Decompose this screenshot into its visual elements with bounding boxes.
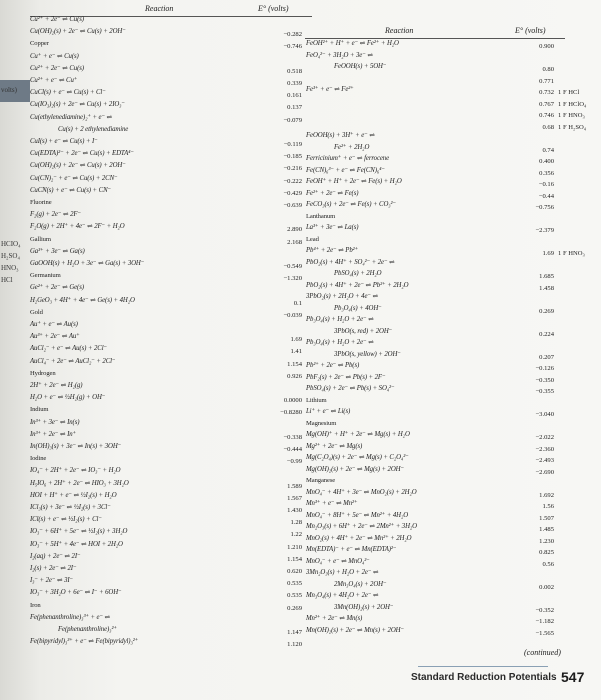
reaction-text: Cu²⁺ + 2e⁻ ⇌ Cu(s) — [30, 64, 84, 72]
reaction-text: Mn³⁺ + e⁻ ⇌ Mn²⁺ — [306, 500, 358, 507]
potential-value: −0.8280 — [280, 409, 302, 417]
potential-value: −2.022 — [535, 434, 554, 441]
reaction-text: Fe²⁺ + 2e⁻ ⇌ Fe(s) — [306, 189, 359, 197]
potential-value: −2.493 — [535, 457, 554, 464]
right-header-reaction: Reaction — [385, 26, 414, 35]
left-header-potential: E° (volts) — [258, 4, 289, 13]
element-heading: Lead — [306, 235, 319, 243]
potential-value: 0.400 — [539, 158, 554, 165]
reaction-text: Fe(bipyridyl)₃³⁺ + e⁻ ⇌ Fe(bipyridyl)₃²⁺ — [30, 638, 139, 646]
reaction-text: La³⁺ + 3e⁻ ⇌ La(s) — [306, 224, 359, 231]
potential-value: 0.926 — [287, 372, 302, 380]
element-heading: Fluorine — [30, 199, 52, 206]
reaction-text: IO₃⁻ + 3H₂O + 6e⁻ ⇌ I⁻ + 6OH⁻ — [30, 589, 122, 597]
potential-value: 1.22 — [290, 531, 302, 539]
potential-value: −0.16 — [538, 181, 554, 188]
reaction-text: H₂O + e⁻ ⇌ ½H₂(g) + OH⁻ — [30, 394, 106, 402]
reaction-text: In³⁺ + 2e⁻ ⇌ In⁺ — [30, 430, 77, 438]
element-heading: Magnesium — [306, 419, 337, 427]
reaction-text: Mg²⁺ + 2e⁻ ⇌ Mg(s) — [306, 442, 363, 450]
reaction-text: HOI + H⁺ + e⁻ ⇌ ½I₂(s) + H₂O — [30, 491, 117, 499]
reaction-text: Mg(C₂O₄)(s) + 2e⁻ ⇌ Mg(s) + C₂O₄²⁻ — [306, 454, 409, 461]
reaction-text: MnO₄⁻ + 4H⁺ + 3e⁻ ⇌ MnO₂(s) + 2H₂O — [306, 488, 417, 496]
reaction-text: Cu²⁺ + 2e⁻ ⇌ Cu(s) — [30, 16, 84, 23]
potential-value: 1.154 — [287, 555, 302, 563]
reaction-text: Mn(OH)₂(s) + 2e⁻ ⇌ Mn(s) + 2OH⁻ — [306, 626, 404, 634]
potential-value: −0.44 — [538, 192, 554, 200]
footer-rule — [418, 666, 548, 667]
reaction-text: PbO₂(s) + 4H⁺ + 2e⁻ ⇌ Pb²⁺ + 2H₂O — [306, 281, 409, 289]
reaction-text: In(OH)₃(s) + 3e⁻ ⇌ In(s) + 3OH⁻ — [30, 443, 122, 450]
reaction-text: Ga³⁺ + 3e⁻ ⇌ Ga(s) — [30, 247, 85, 255]
reaction-text: F₂(g) + 2e⁻ ⇌ 2F⁻ — [30, 211, 81, 219]
potential-value: 0.161 — [287, 92, 302, 100]
reaction-text: Cu(EDTA)²⁻ + 2e⁻ ⇌ Cu(s) + EDTA⁴⁻ — [30, 150, 134, 158]
page-number: 547 — [561, 669, 585, 685]
reaction-text: Cu(s) + 2 ethylenediamine — [58, 125, 129, 133]
potential-value: 1.485 — [539, 526, 554, 533]
left-edge-text: HNO₃ — [1, 264, 19, 272]
element-heading: Iron — [30, 601, 41, 609]
potential-value: −2.360 — [535, 445, 554, 453]
left-edge-text: HCIO₄ — [1, 240, 21, 248]
right-header-potential: E° (volts) — [515, 26, 546, 35]
potential-value: 0.269 — [539, 307, 554, 315]
potential-value: 0.771 — [539, 77, 554, 85]
potential-value: 0.535 — [287, 592, 302, 600]
reaction-text: Pb²⁺ + 2e⁻ ⇌ Pb(s) — [306, 362, 360, 369]
left-edge-text: H₂SO₄ — [1, 252, 20, 260]
element-heading: Lithium — [306, 396, 327, 404]
potential-value: 1.41 — [290, 348, 302, 356]
reaction-text: 3PbO₂(s) + 2H₂O + 4e⁻ ⇌ — [306, 293, 379, 300]
potential-value: 0.269 — [287, 604, 302, 612]
left-edge-text: HCl — [1, 276, 13, 284]
reaction-text: 3Mn(OH)₂(s) + 2OH⁻ — [334, 603, 394, 611]
reaction-text: MnO₄⁻ + 8H⁺ + 5e⁻ ⇌ Mn²⁺ + 4H₂O — [306, 511, 409, 519]
reaction-text: FeOOH(s) + 3H⁺ + e⁻ ⇌ — [306, 132, 375, 139]
reaction-text: Mn₃O₄(s) + 4H₂O + 2e⁻ ⇌ — [306, 592, 379, 599]
reaction-text: Pb₃O₄(s) + H₂O + 2e⁻ ⇌ — [306, 316, 374, 323]
potential-value: −0.549 — [283, 263, 302, 270]
reaction-text: I₂(s) + 2e⁻ ⇌ 2I⁻ — [30, 565, 77, 572]
reaction-text: Cu(IO₃)₂(s) + 2e⁻ ⇌ Cu(s) + 2IO₃⁻ — [30, 101, 125, 109]
potential-value: −0.639 — [283, 202, 302, 209]
reaction-text: 3PbO(s, red) + 2OH⁻ — [334, 327, 393, 335]
reaction-text: AuCl₂⁻ + e⁻ ⇌ Au(s) + 2Cl⁻ — [30, 345, 107, 353]
potential-value: 0.518 — [287, 67, 302, 75]
potential-value: 0.207 — [539, 353, 554, 361]
reaction-text: FeOOH(s) + 5OH⁻ — [334, 63, 387, 70]
potential-value: 1.69 — [290, 336, 302, 344]
potential-value: 1.147 — [287, 629, 302, 636]
reaction-text: Pb₃O₄(s) + 4OH⁻ — [334, 304, 382, 312]
potential-value: 0.746 — [539, 112, 554, 119]
potential-value: −0.355 — [535, 388, 554, 395]
reaction-text: Cu(ethylenediamine)₂⁺ + e⁻ ⇌ — [30, 113, 113, 121]
reaction-text: Cu⁺ + e⁻ ⇌ Cu(s) — [30, 52, 79, 60]
potential-value: 0.339 — [287, 80, 302, 87]
reaction-text: AuCl₄⁻ + 2e⁻ ⇌ AuCl₂⁻ + 2Cl⁻ — [30, 357, 116, 365]
medium-note: 1 F HNO₃ — [558, 112, 585, 119]
element-heading: Copper — [30, 40, 49, 48]
potential-value: 1.210 — [287, 543, 302, 551]
potential-value: 1.567 — [287, 494, 302, 502]
reaction-text: Au³⁺ + 2e⁻ ⇌ Au⁺ — [30, 333, 80, 341]
reaction-text: MnO₂(s) + 4H⁺ + 2e⁻ ⇌ Mn²⁺ + 2H₂O — [306, 534, 412, 542]
potential-value: 0.356 — [539, 169, 554, 177]
potential-value: −0.185 — [283, 153, 302, 161]
potential-value: 1.692 — [539, 491, 554, 499]
potential-value: 2.890 — [287, 226, 302, 234]
potential-value: −0.216 — [283, 165, 302, 173]
reaction-text: Cu(OH)₂(s) + 2e⁻ ⇌ Cu(s) + 2OH⁻ — [30, 28, 126, 36]
left-edge-text: volts) — [1, 86, 17, 94]
element-heading: Iodine — [30, 455, 47, 463]
potential-value: 1.230 — [539, 537, 554, 545]
medium-note: 1 F HCl — [558, 89, 580, 96]
reaction-text: Mn(EDTA)⁻ + e⁻ ⇌ Mn(EDTA)²⁻ — [306, 546, 397, 553]
reaction-text: ICl₃(s) + 3e⁻ ⇌ ½I₂(s) + 3Cl⁻ — [30, 504, 111, 511]
potential-value: 1.685 — [539, 273, 554, 280]
reaction-text: I₂(aq) + 2e⁻ ⇌ 2I⁻ — [30, 552, 81, 560]
potential-value: 1.430 — [287, 507, 302, 514]
element-heading: Lanthanum — [306, 212, 336, 220]
reaction-text: Mn²⁺ + 2e⁻ ⇌ Mn(s) — [306, 615, 363, 622]
reaction-text: Fe(phenanthroline)₃³⁺ + e⁻ ⇌ — [30, 613, 111, 621]
potential-value: −0.429 — [283, 189, 302, 197]
medium-note: 1 F H₂SO₄ — [558, 123, 587, 131]
potential-value: 0.137 — [287, 104, 302, 112]
potential-value: 0.535 — [287, 580, 302, 588]
potential-value: 0.900 — [539, 43, 554, 50]
potential-value: −0.99 — [286, 458, 302, 466]
reaction-text: H₂GeO₃ + 4H⁺ + 4e⁻ ⇌ Ge(s) + 4H₂O — [30, 296, 135, 304]
reaction-text: ICl(s) + e⁻ ⇌ ½I₂(s) + Cl⁻ — [30, 516, 102, 524]
potential-value: 1.154 — [287, 360, 302, 368]
reaction-text: Fe²⁺ + 2H₂O — [334, 143, 370, 151]
reaction-text: MnO₄⁻ + e⁻ ⇌ MnO₄²⁻ — [306, 557, 370, 565]
reaction-text: I₃⁻ + 2e⁻ ⇌ 3I⁻ — [30, 577, 74, 585]
potential-value: −2.690 — [535, 468, 554, 476]
potential-value: −2.379 — [535, 227, 554, 234]
reaction-text: PbO₂(s) + 4H⁺ + SO₄²⁻ + 2e⁻ ⇌ — [306, 258, 395, 266]
potential-value: −0.222 — [283, 177, 302, 185]
reaction-text: Mg(OH)₂(s) + 2e⁻ ⇌ Mg(s) + 2OH⁻ — [306, 465, 404, 473]
reaction-text: Mg(OH)⁺ + H⁺ + 2e⁻ ⇌ Mg(s) + H₂O — [306, 431, 410, 438]
potential-value: 1.589 — [287, 482, 302, 490]
potential-value: 0.002 — [539, 583, 554, 591]
reaction-text: Li⁺ + e⁻ ⇌ Li(s) — [306, 408, 351, 415]
potential-value: 0.56 — [542, 560, 554, 568]
reaction-text: FeOH²⁺ + H⁺ + e⁻ ⇌ Fe²⁺ + H₂O — [306, 40, 399, 47]
potential-value: 0.767 — [539, 100, 554, 108]
reaction-text: Cu(CN)₂⁻ + e⁻ ⇌ Cu(s) + 2CN⁻ — [30, 174, 118, 182]
reaction-text: PbSO₄(s) + 2H₂O — [334, 270, 382, 277]
reaction-text: H₅IO₆ + 2H⁺ + 2e⁻ ⇌ HIO₃ + 3H₂O — [30, 479, 129, 487]
reaction-text: Pb₃O₄(s) + H₂O + 2e⁻ ⇌ — [306, 339, 374, 346]
potential-value: 0.224 — [539, 330, 554, 338]
potential-value: −0.444 — [283, 446, 302, 453]
footer-title: Standard Reduction Potentials — [411, 672, 557, 683]
reaction-text: 2H⁺ + 2e⁻ ⇌ H₂(g) — [30, 382, 83, 389]
reaction-text: FeCO₃(s) + 2e⁻ ⇌ Fe(s) + CO₃²⁻ — [306, 201, 396, 208]
reaction-text: Ferricinium⁺ + e⁻ ⇌ ferrocene — [306, 155, 390, 162]
potential-value: 0.1 — [293, 299, 302, 307]
potential-value: 1.28 — [290, 519, 302, 527]
potential-value: 0.68 — [542, 123, 554, 131]
potential-value: −0.338 — [283, 433, 302, 441]
potential-value: 0.825 — [539, 549, 554, 556]
element-heading: Manganese — [306, 477, 336, 484]
potential-value: −0.756 — [535, 204, 554, 211]
reaction-text: Mn₂O₃(s) + 6H⁺ + 2e⁻ ⇌ 2Mn²⁺ + 3H₂O — [306, 523, 417, 530]
potential-value: −0.352 — [535, 606, 554, 614]
reaction-text: 2Mn₃O₄(s) + 2OH⁻ — [334, 580, 387, 588]
reaction-text: 3PbO(s, yellow) + 2OH⁻ — [334, 350, 401, 358]
potential-value: 1.120 — [287, 641, 302, 649]
reaction-text: In³⁺ + 3e⁻ ⇌ In(s) — [30, 418, 80, 426]
reaction-text: Au⁺ + e⁻ ⇌ Au(s) — [30, 321, 78, 328]
potential-value: −0.126 — [535, 365, 554, 372]
reaction-text: Ge²⁺ + 2e⁻ ⇌ Ge(s) — [30, 284, 84, 292]
potential-value: 2.168 — [287, 238, 302, 246]
element-heading: Germanium — [30, 272, 61, 280]
reaction-text: IO₄⁻ + 2H⁺ + 2e⁻ ⇌ IO₃⁻ + H₂O — [30, 467, 121, 475]
element-heading: Gallium — [30, 235, 51, 243]
potential-value: 0.80 — [542, 66, 554, 73]
reaction-text: FeOH⁺ + H⁺ + 2e⁻ ⇌ Fe(s) + H₂O — [306, 178, 402, 185]
potential-value: −0.039 — [283, 311, 302, 319]
potential-value: 0.620 — [287, 568, 302, 575]
reaction-text: F₂O(g) + 2H⁺ + 4e⁻ ⇌ 2F⁻ + H₂O — [30, 223, 125, 231]
reaction-text: IO₃⁻ + 6H⁺ + 5e⁻ ⇌ ½I₂(s) + 3H₂O — [30, 528, 128, 536]
reaction-text: FeO₄²⁻ + 3H₂O + 3e⁻ ⇌ — [306, 51, 373, 59]
reaction-text: Fe(phenanthroline)₃²⁺ — [58, 626, 117, 633]
potential-value: −0.119 — [283, 141, 302, 148]
medium-note: 1 F HNO₃ — [558, 250, 585, 257]
reaction-text: Fe³⁺ + e⁻ ⇌ Fe²⁺ — [306, 86, 354, 93]
left-header-reaction: Reaction — [145, 4, 174, 13]
potential-value: 1.69 — [542, 250, 554, 257]
potential-value: 0.732 — [539, 89, 554, 96]
potential-value: 1.507 — [539, 514, 554, 522]
element-heading: Indium — [30, 406, 49, 414]
reaction-text: Cu²⁺ + e⁻ ⇌ Cu⁺ — [30, 77, 78, 84]
reaction-text: PbSO₄(s) + 2e⁻ ⇌ Pb(s) + SO₄²⁻ — [306, 385, 395, 392]
reaction-text: Fe(CN)₆³⁻ + e⁻ ⇌ Fe(CN)₆⁴⁻ — [306, 166, 385, 174]
reaction-text: 3Mn₂O₃(s) + H₂O + 2e⁻ ⇌ — [306, 569, 379, 576]
right-table-header — [305, 24, 565, 39]
reaction-text: PbF₂(s) + 2e⁻ ⇌ Pb(s) + 2F⁻ — [306, 373, 386, 381]
potential-value: −3.040 — [535, 411, 554, 418]
potential-value: −1.565 — [535, 629, 554, 637]
potential-value: 0.0000 — [283, 397, 302, 405]
element-heading: Gold — [30, 308, 43, 316]
potential-value: −0.746 — [283, 43, 302, 51]
reaction-text: IO₃⁻ + 5H⁺ + 4e⁻ ⇌ HOI + 2H₂O — [30, 540, 123, 548]
element-heading: Hydrogen — [30, 369, 56, 377]
reaction-text: CuI(s) + e⁻ ⇌ Cu(s) + I⁻ — [30, 138, 98, 145]
reaction-text: CuCl(s) + e⁻ ⇌ Cu(s) + Cl⁻ — [30, 89, 106, 97]
potential-value: −1.182 — [535, 618, 554, 625]
continued-label: (continued) — [524, 648, 561, 657]
potential-value: −0.079 — [283, 116, 302, 124]
potential-value: −0.350 — [535, 376, 554, 384]
potential-value: −0.282 — [283, 31, 302, 39]
potential-value: −1.320 — [283, 275, 302, 283]
reaction-text: Pb⁴⁺ + 2e⁻ ⇌ Pb²⁺ — [306, 247, 359, 254]
potential-value: 0.74 — [542, 146, 554, 154]
potential-value: 1.458 — [539, 284, 554, 292]
potential-value: 1.56 — [542, 503, 554, 510]
reaction-text: Cu(OH)₂(s) + 2e⁻ ⇌ Cu(s) + 2OH⁻ — [30, 162, 126, 170]
reaction-text: CuCN(s) + e⁻ ⇌ Cu(s) + CN⁻ — [30, 186, 111, 194]
reaction-text: GaOOH(s) + H₂O + 3e⁻ ⇌ Ga(s) + 3OH⁻ — [30, 260, 145, 267]
medium-note: 1 F HClO₄ — [558, 100, 587, 108]
